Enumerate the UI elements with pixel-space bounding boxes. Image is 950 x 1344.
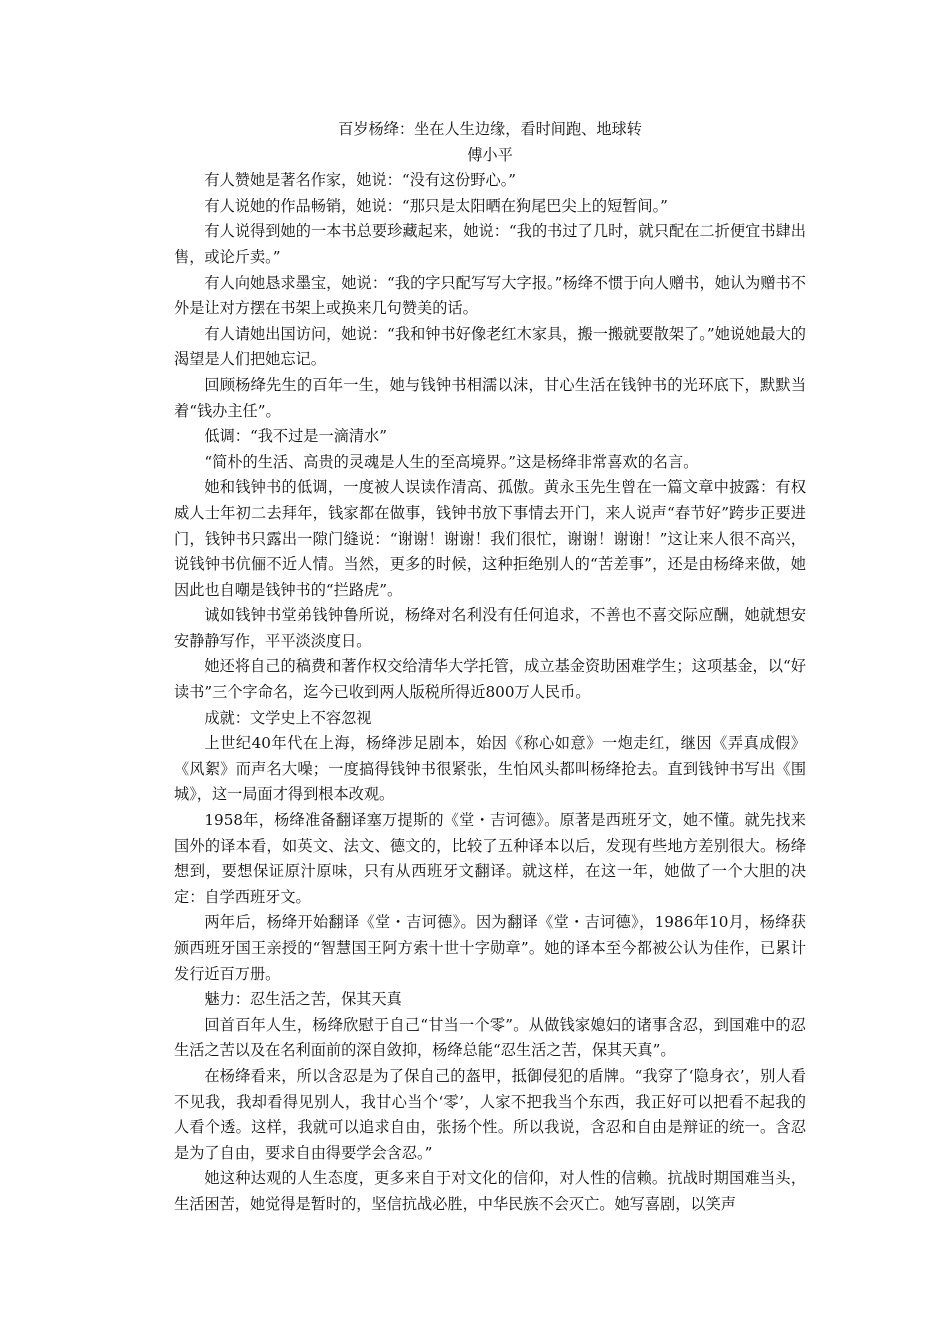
section-heading: 低调：“我不过是一滴清水” (204, 427, 387, 446)
document-page (174, 117, 806, 1218)
paragraph: 有人说她的作品畅销，她说：“那只是太阳晒在狗尾巴尖上的短暂间。” (204, 196, 668, 215)
paragraph: 她和钱钟书的低调，一度被人误读作清高、孤傲。黄永玉先生曾在一篇文章中披露：有权威人士年初二去拜年，钱家都在做事，钱钟书放下事情去开门，来人说声“春节好”跨步正要进门，钱钟书只露出一隙门缝说：“谢谢！谢谢！我们很忙，谢谢！谢谢！”这让来人很不高兴，说钱钟书伉俪不近人情。当然，更多的时候，这种拒绝别人的“苦差事”，还是由杨绛来做，她因此也自嘲是钱钟书的“拦路虎”。 (174, 478, 806, 599)
paragraph: 1958年，杨绛准备翻译塞万提斯的《堂・吉诃德》。原著是西班牙文，她不懂。就先找来国外的译本看，如英文、法文、德文的，比较了五种译本以后，发现有些地方差别很大。杨绛想到，要想保证原汁原味，只有从西班牙文翻译。就这样，在这一年，她做了一个大胆的决定：自学西班牙文。 (174, 811, 806, 906)
paragraph: 有人赞她是著名作家，她说：“没有这份野心。” (204, 171, 517, 190)
paragraph: “简朴的生活、高贵的灵魂是人生的至高境界。”这是杨绛非常喜欢的名言。 (204, 452, 699, 471)
section-heading: 魅力：忍生活之苦，保其天真 (204, 990, 402, 1009)
paragraph: 上世纪40年代在上海，杨绛涉足剧本，始因《称心如意》一炮走红，继因《弄真成假》《风絮》而声名大噪；一度搞得钱钟书很紧张，生怕风头都叫杨绛抢去。直到钱钟书写出《围城》，这一局面才得到根本改观。 (174, 734, 806, 804)
paragraph: 两年后，杨绛开始翻译《堂・吉诃德》。因为翻译《堂・吉诃德》，1986年10月，杨绛获颁西班牙国王亲授的“智慧国王阿方索十世十字勋章”。她的译本至今都被公认为佳作，已累计发行近百万册。 (174, 913, 806, 983)
paragraph: 有人请她出国访问，她说：“我和钟书好像老红木家具，搬一搬就要散架了。”她说她最大的渴望是人们把她忘记。 (174, 324, 806, 369)
paragraph: 她还将自己的稿费和著作权交给清华大学托管，成立基金资助困难学生；这项基金，以“好读书”三个字命名，迄今已收到两人版税所得近800万人民币。 (174, 657, 806, 702)
article-author: 傅小平 (467, 145, 513, 164)
paragraph: 有人向她恳求墨宝，她说：“我的字只配写写大字报。”杨绛不惯于向人赠书，她认为赠书不外是让对方摆在书架上或换来几句赞美的话。 (174, 273, 806, 318)
paragraph: 回首百年人生，杨绛欣慰于自己“甘当一个零”。从做钱家媳妇的诸事含忍，到国难中的忍生活之苦以及在名利面前的深自敛抑，杨绛总能“忍生活之苦，保其天真”。 (174, 1015, 806, 1060)
paragraph: 有人说得到她的一本书总要珍藏起来，她说：“我的书过了几时，就只配在二折便宜书肆出售，或论斤卖。” (174, 222, 806, 266)
paragraph: 她这种达观的人生态度，更多来自于对文化的信仰，对人性的信赖。抗战时期国难当头，生活困苦，她觉得是暂时的，坚信抗战必胜，中华民族不会灭亡。她写喜剧，以笑声 (174, 1169, 806, 1213)
article-title: 百岁杨绛：坐在人生边缘，看时间跑、地球转 (338, 120, 642, 138)
paragraph: 回顾杨绛先生的百年一生，她与钱钟书相濡以沫，甘心生活在钱钟书的光环底下，默默当着“钱办主任”。 (174, 375, 806, 420)
paragraph: 在杨绛看来，所以含忍是为了保自己的盔甲，抵御侵犯的盾牌。“我穿了‘隐身衣’，别人看不见我，我却看得见别人，我甘心当个‘零’，人家不把我当个东西，我正好可以把看不起我的人看个透。这样，我就可以追求自由，张扬个性。所以我说，含忍和自由是辩证的统一。含忍是为了自由，要求自由得要学会含忍。” (174, 1066, 806, 1162)
section-heading: 成就：文学史上不容忽视 (204, 708, 372, 727)
paragraph: 诚如钱钟书堂弟钱钟鲁所说，杨绛对名利没有任何追求，不善也不喜交际应酬，她就想安安静静写作，平平淡淡度日。 (174, 606, 806, 650)
